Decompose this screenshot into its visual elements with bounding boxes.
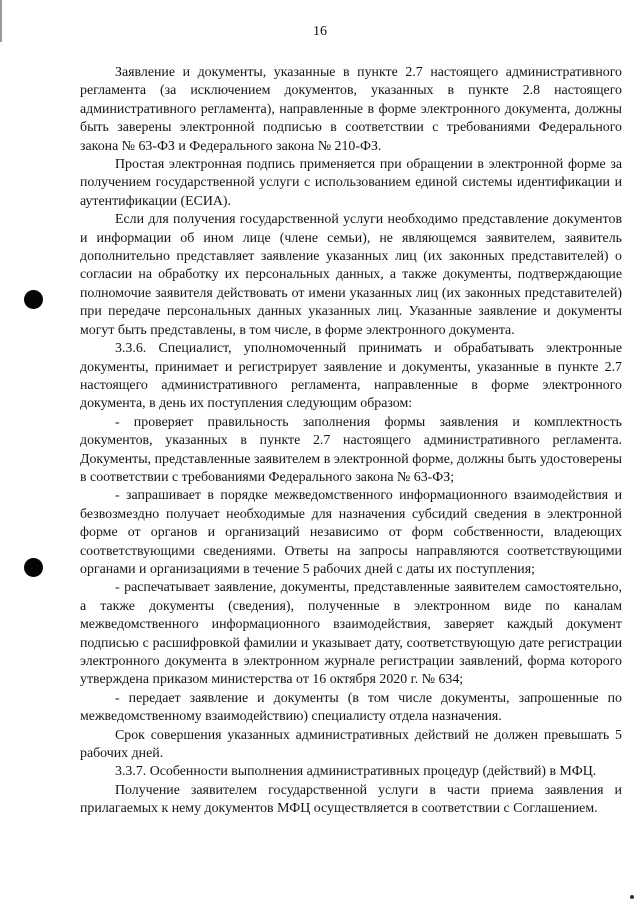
punch-hole-bottom xyxy=(24,558,43,577)
paragraph-other-person-consent: Если для получения государственной услуги необходимо представление документов и информации об ином лице (члене семьи), не являющемся заявителем, заявитель дополнительно представляет заявление указанных лиц (их законных представителей) о согласии на обработку их персональных данных, а также документы, подтверждающие полномочие заявителя действовать от имени указанных лиц (их законных представителей) при передаче персональных данных указанных лиц. Указанные заявление и документы могут быть представлены, в том числе, в форме электронного документа. xyxy=(80,212,622,338)
document-body xyxy=(80,64,622,819)
list-item-prints-documents: - распечатывает заявление, документы, представленные заявителем самостоятельно, а также документы (сведения), полученные в электронном виде по каналам межведомственного информационного взаимодействия, заверяет каждый документ подписью с расшифровкой фамилии и указывает дату, соответствующую дате регистрации электронного документа в электронном журнале регистрации заявлений, форма которого утверждена приказом министерства от 16 октября 2020 г. № 634; xyxy=(80,580,622,688)
paragraph-signature-requirements: Заявление и документы, указанные в пункте 2.7 настоящего административного регламента (за исключением документов, указанных в пункте 2.8 настоящего административного регламента), направленные в форме электронного документа, должны быть заверены электронной подписью в соответствии с требованиями Федерального закона № 63-ФЗ и Федерального закона № 210-ФЗ. xyxy=(80,65,622,154)
list-item-checks-form: - проверяет правильность заполнения формы заявления и комплектность документов, указанных в пункте 2.7 настоящего административного регламента. Документы, представленные заявителем в электронной форме, должны быть удостоверены в соответствии с требованиями Федерального закона № 63-ФЗ; xyxy=(80,414,622,485)
paragraph-simple-signature: Простая электронная подпись применяется при обращении в электронной форме за получением государственной услуги с использованием единой системы идентификации и аутентификации (ЕСИА). xyxy=(80,157,622,209)
paragraph-3-3-7: 3.3.7. Особенности выполнения административных процедур (действий) в МФЦ. xyxy=(115,764,597,780)
punch-hole-top xyxy=(24,290,43,309)
page-number: 16 xyxy=(313,24,327,39)
scan-corner-dot xyxy=(630,895,634,899)
list-item-requests-interagency: - запрашивает в порядке межведомственного информационного взаимодействия и безвозмездно получает необходимые для назначения субсидий сведения в электронной форме от органов и организаций независимо от форм собственности, владеющих соответствующими сведениями. Ответы на запросы направляются соответствующими органами и организациями в течение 5 рабочих дней с даты их поступления; xyxy=(80,488,622,577)
list-item-transfers-documents: - передает заявление и документы (в том числе документы, запрошенные по межведомственному взаимодействию) специалисту отдела назначения. xyxy=(80,690,622,725)
paragraph-3-3-6: 3.3.6. Специалист, уполномоченный принимать и обрабатывать электронные документы, принимает и регистрирует заявление и документы, указанные в пункте 2.7 настоящего административного регламента, направленные в форме электронного документа, в день их поступления следующим образом: xyxy=(80,341,622,412)
paragraph-mfc-reception: Получение заявителем государственной услуги в части приема заявления и прилагаемых к нему документов МФЦ осуществляется в соответствии с Соглашением. xyxy=(80,782,622,817)
paragraph-deadline: Срок совершения указанных административных действий не должен превышать 5 рабочих дней. xyxy=(80,727,622,762)
